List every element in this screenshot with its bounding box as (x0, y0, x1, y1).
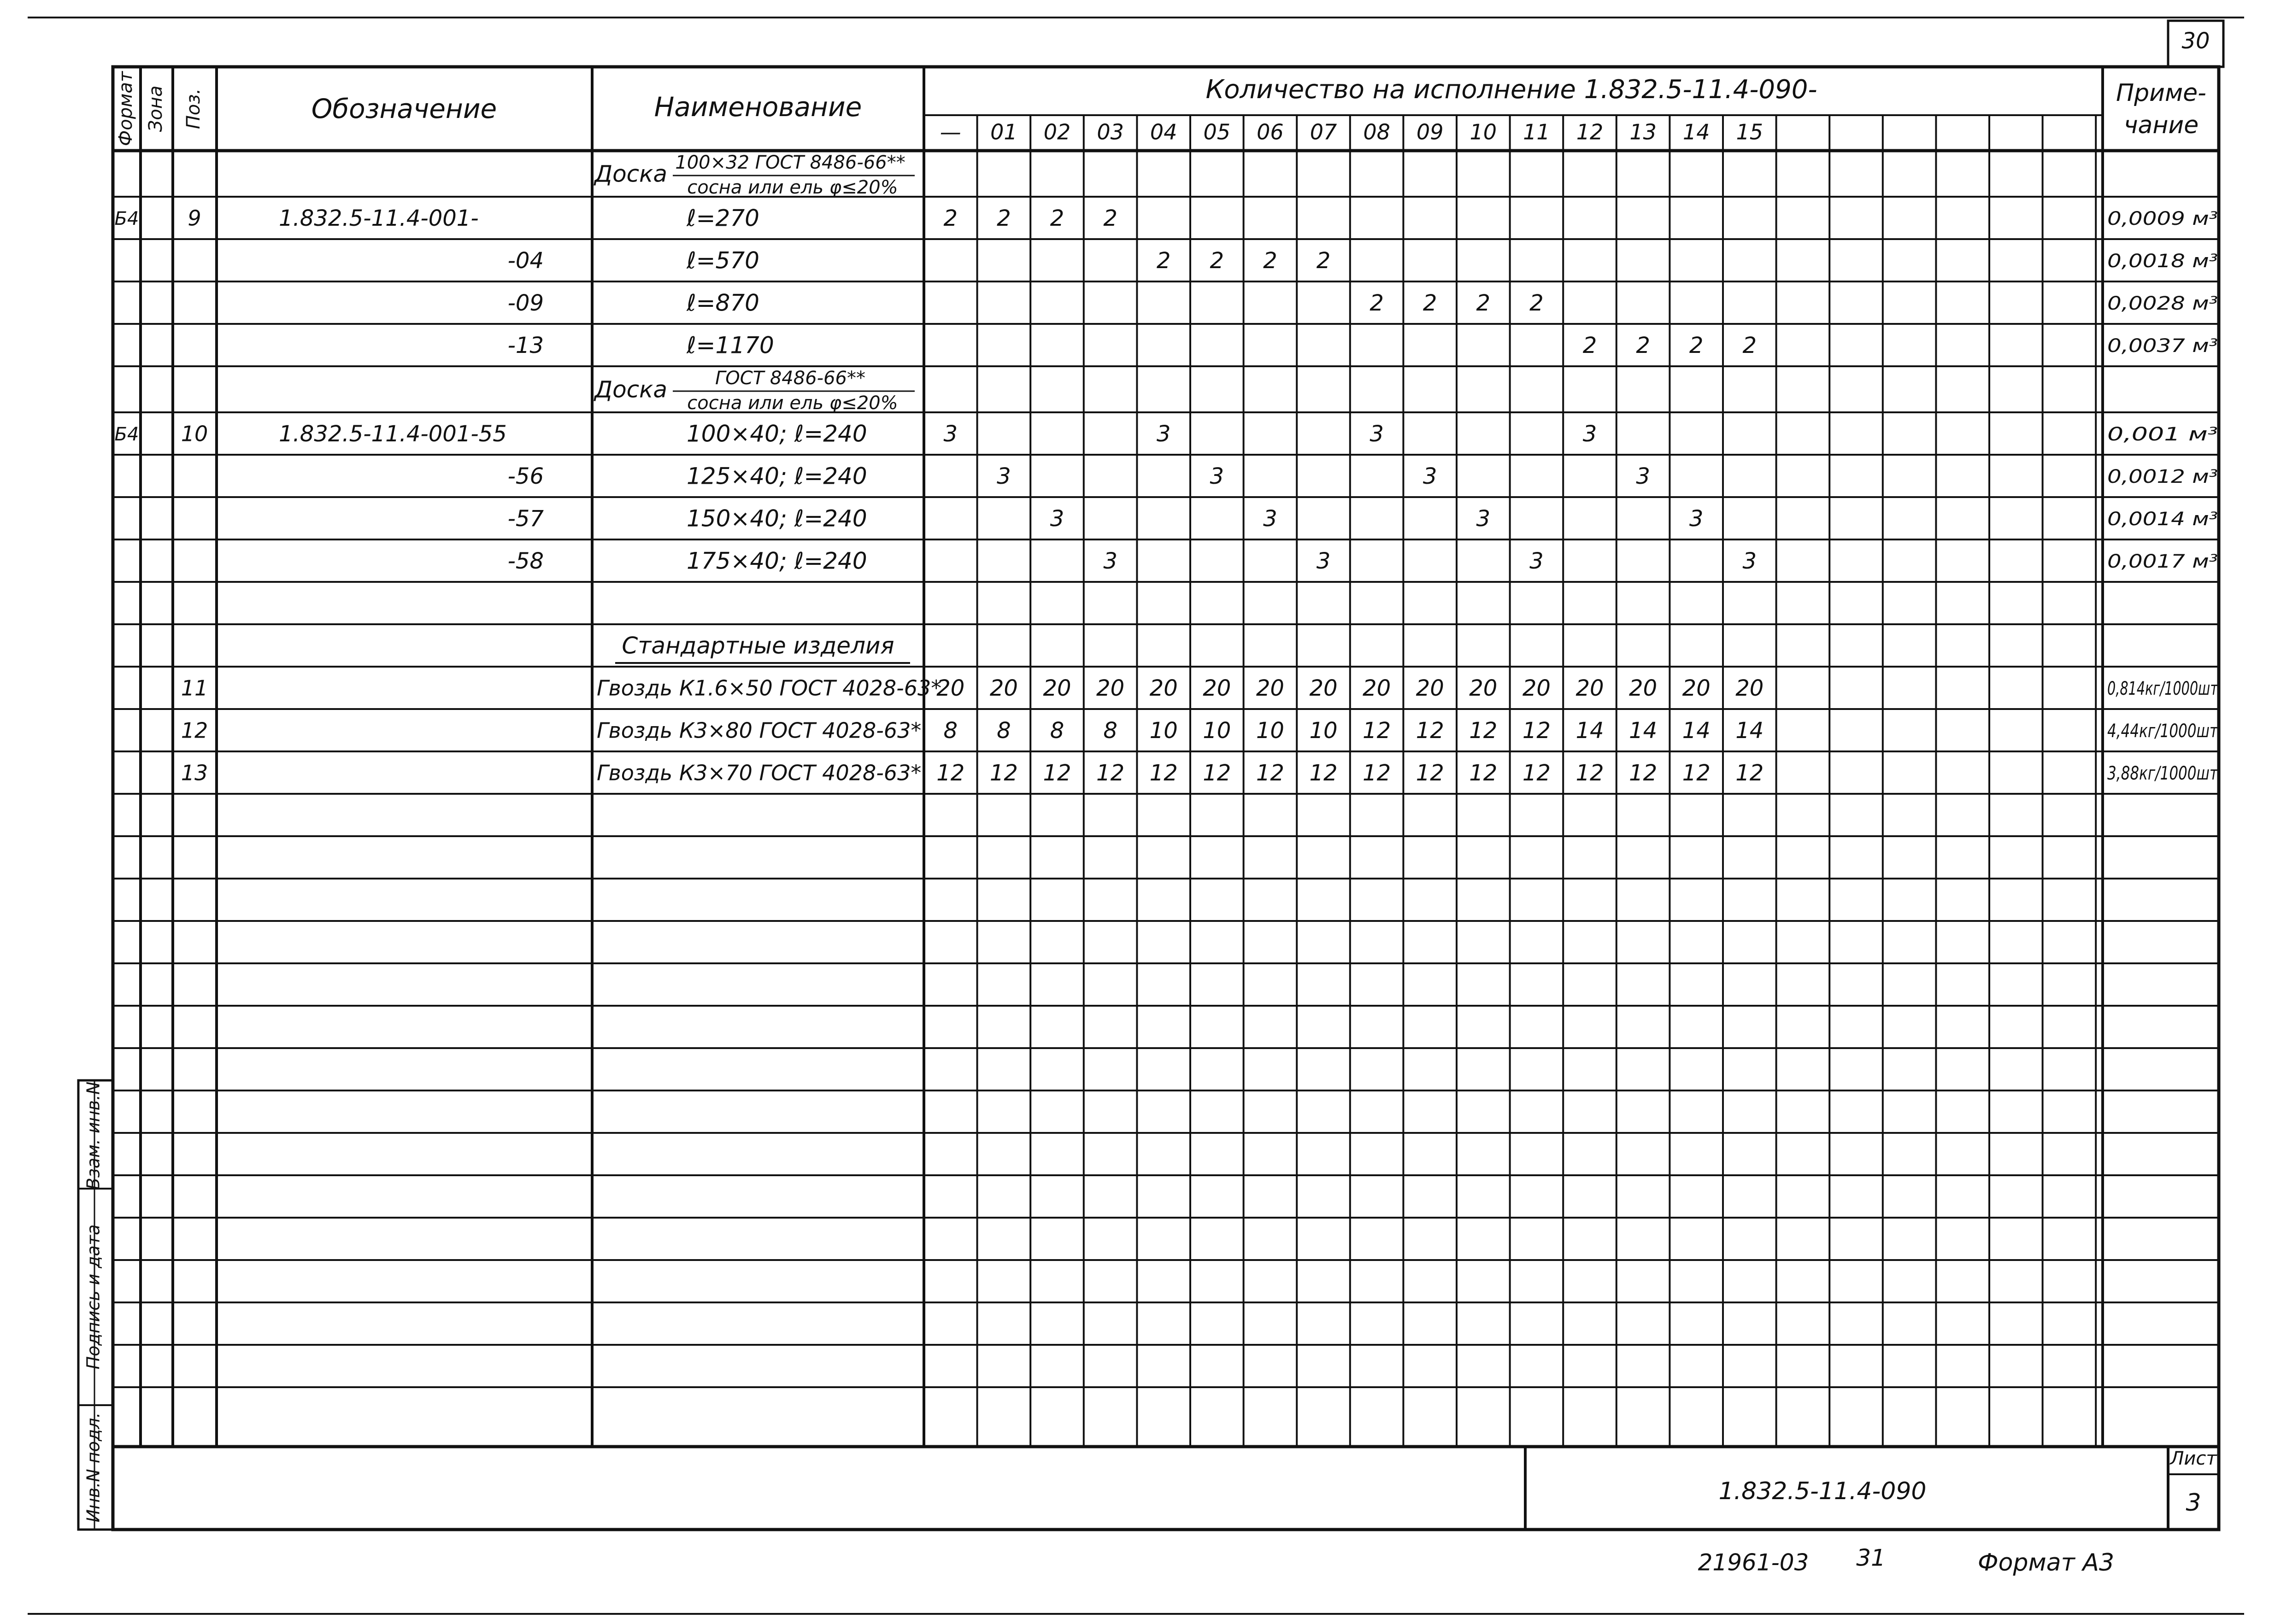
row-name: Гвоздь К3×80 ГОСТ 4028-63* (597, 718, 922, 743)
quantity-cell: 8 (943, 718, 958, 744)
row-designation: -58 (507, 548, 544, 574)
row-position: 13 (181, 760, 208, 786)
row-designation: -56 (507, 463, 544, 489)
row-note: 0,0012 м³ (2107, 466, 2218, 487)
row-position: 12 (181, 718, 208, 743)
quantity-cell: 12 (1416, 718, 1444, 744)
quantity-cell: 12 (1522, 760, 1551, 786)
fraction-top: 100×32 ГОСТ 8486-66** (675, 152, 905, 173)
quantity-cell: 3 (1423, 463, 1437, 489)
quantity-cell: 12 (1522, 718, 1551, 744)
quantity-cell: 2 (1742, 333, 1757, 358)
archive-number: 21961-03 (1698, 1549, 1809, 1576)
fraction-bottom: сосна или ель φ≤20% (687, 393, 898, 414)
quantity-cell: 3 (1050, 506, 1064, 532)
quantity-cell: 12 (1363, 760, 1391, 786)
quantity-cell: 12 (1469, 718, 1498, 744)
quantity-cell: 2 (1423, 290, 1437, 316)
quantity-cell: 2 (943, 205, 958, 231)
page-number: 30 (2181, 28, 2210, 54)
row-designation: -09 (507, 290, 544, 316)
row-name: Гвоздь К1.6×50 ГОСТ 4028-63* (597, 675, 942, 701)
quantity-cell: 14 (1682, 718, 1711, 744)
quantity-cell: 3 (1316, 548, 1331, 574)
fraction-top: ГОСТ 8486-66** (715, 368, 865, 389)
quantity-cell: 20 (1735, 675, 1764, 701)
quantity-cell: 12 (1043, 760, 1071, 786)
sheet-label: Лист (2170, 1448, 2217, 1469)
row-note: 0,0014 м³ (2107, 509, 2218, 530)
sheet-number: 3 (2186, 1489, 2201, 1517)
row-note: 0,0037 м³ (2107, 335, 2218, 357)
quantity-cell: 10 (1309, 718, 1338, 744)
variant-header-11: 11 (1523, 119, 1550, 145)
quantity-cell: 12 (1629, 760, 1658, 786)
quantity-cell: 20 (1522, 675, 1551, 701)
side-label: Инв.N подл. (83, 1412, 104, 1523)
side-label: Взам. инв.N (83, 1081, 104, 1190)
row-name: 125×40; ℓ=240 (687, 463, 867, 490)
quantity-cell: 20 (1096, 675, 1125, 701)
variant-header-12: 12 (1576, 119, 1604, 145)
variant-header-13: 13 (1629, 119, 1657, 145)
quantity-cell: 2 (1582, 333, 1597, 358)
quantity-cell: 14 (1629, 718, 1658, 744)
row-position: 10 (181, 421, 208, 446)
row-note: 0,001 м³ (2107, 424, 2218, 445)
quantity-cell: 20 (936, 675, 965, 701)
row-format: Б4 (114, 424, 139, 445)
quantity-cell: 3 (1742, 548, 1757, 574)
quantity-cell: 3 (1529, 548, 1544, 574)
variant-header-14: 14 (1682, 119, 1710, 145)
variant-header-0: — (940, 119, 961, 145)
header-note: чание (2123, 111, 2199, 139)
quantity-cell: 2 (997, 205, 1011, 231)
quantity-cell: 12 (1149, 760, 1178, 786)
document-code: 1.832.5-11.4-090 (1718, 1477, 1927, 1505)
side-label: Подпись и дата (83, 1224, 104, 1370)
row-note: 0,0028 м³ (2107, 293, 2218, 314)
section-heading: Стандартные изделия (622, 632, 894, 659)
quantity-cell: 2 (1529, 290, 1544, 316)
quantity-cell: 2 (1156, 248, 1171, 274)
row-position: 9 (188, 205, 201, 231)
quantity-cell: 3 (1582, 421, 1597, 447)
variant-header-10: 10 (1470, 119, 1497, 145)
quantity-cell: 20 (1043, 675, 1071, 701)
row-name: ℓ=870 (687, 289, 759, 317)
quantity-cell: 3 (1636, 463, 1650, 489)
header-quantity-title: Количество на исполнение 1.832.5-11.4-090- (1205, 75, 1817, 105)
quantity-cell: 20 (1682, 675, 1711, 701)
row-designation: -57 (507, 506, 544, 532)
variant-header-15: 15 (1736, 119, 1764, 145)
quantity-cell: 2 (1316, 248, 1331, 274)
quantity-cell: 2 (1210, 248, 1224, 274)
quantity-cell: 10 (1203, 718, 1231, 744)
quantity-cell: 3 (1263, 506, 1277, 532)
quantity-cell: 3 (1156, 421, 1171, 447)
header-zone: Зона (145, 85, 166, 132)
quantity-cell: 20 (1363, 675, 1391, 701)
quantity-cell: 14 (1735, 718, 1764, 744)
row-name: Доска (594, 376, 667, 403)
quantity-cell: 2 (1689, 333, 1704, 358)
header-note: Приме- (2116, 79, 2206, 107)
variant-header-5: 05 (1203, 119, 1231, 145)
row-format: Б4 (114, 208, 139, 229)
quantity-cell: 12 (1363, 718, 1391, 744)
row-name: ℓ=570 (687, 247, 759, 274)
row-position: 11 (181, 675, 208, 701)
quantity-cell: 2 (1636, 333, 1650, 358)
quantity-cell: 20 (1203, 675, 1231, 701)
variant-header-2: 02 (1043, 119, 1071, 145)
row-name: 175×40; ℓ=240 (687, 547, 867, 575)
variant-header-6: 06 (1257, 119, 1284, 145)
variant-header-1: 01 (990, 119, 1017, 145)
quantity-cell: 12 (1682, 760, 1711, 786)
format-label: Формат А3 (1977, 1549, 2115, 1577)
quantity-cell: 12 (1416, 760, 1444, 786)
quantity-cell: 14 (1575, 718, 1604, 744)
quantity-cell: 2 (1103, 205, 1117, 231)
header-format: Формат (115, 71, 136, 147)
main-frame (113, 67, 2219, 1530)
quantity-cell: 20 (1469, 675, 1498, 701)
row-note: 3,88кг/1000шт (2107, 763, 2219, 784)
quantity-cell: 20 (1309, 675, 1338, 701)
quantity-cell: 12 (936, 760, 965, 786)
row-designation: -13 (507, 333, 544, 358)
quantity-cell: 12 (1309, 760, 1338, 786)
row-name: ℓ=270 (687, 205, 759, 232)
quantity-cell: 3 (943, 421, 958, 447)
quantity-cell: 3 (1210, 463, 1224, 489)
quantity-cell: 12 (1203, 760, 1231, 786)
quantity-cell: 3 (1689, 506, 1704, 532)
quantity-cell: 8 (1103, 718, 1117, 744)
quantity-cell: 20 (1416, 675, 1444, 701)
header-name: Наименование (654, 91, 862, 123)
row-designation: 1.832.5-11.4-001-55 (279, 421, 507, 447)
footer-page: 31 (1856, 1544, 1886, 1571)
row-note: 0,0017 м³ (2107, 551, 2218, 572)
variant-header-9: 09 (1416, 119, 1444, 145)
quantity-cell: 3 (1370, 421, 1384, 447)
variant-header-3: 03 (1097, 119, 1124, 145)
row-note: 0,0009 м³ (2107, 208, 2218, 229)
quantity-cell: 20 (989, 675, 1018, 701)
header-designation: Обозначение (311, 93, 497, 125)
row-designation: -04 (507, 248, 544, 274)
quantity-cell: 3 (997, 463, 1011, 489)
quantity-cell: 12 (1735, 760, 1764, 786)
fraction-bottom: сосна или ель φ≤20% (687, 177, 898, 198)
row-note: 0,814кг/1000шт (2107, 678, 2219, 699)
row-name: ℓ=1170 (687, 332, 774, 359)
row-designation: 1.832.5-11.4-001- (279, 205, 479, 231)
quantity-cell: 12 (1096, 760, 1125, 786)
quantity-cell: 2 (1370, 290, 1384, 316)
quantity-cell: 3 (1476, 506, 1491, 532)
row-name: Гвоздь К3×70 ГОСТ 4028-63* (597, 760, 922, 786)
quantity-cell: 20 (1629, 675, 1658, 701)
row-name: 150×40; ℓ=240 (687, 505, 867, 532)
quantity-cell: 12 (989, 760, 1018, 786)
quantity-cell: 12 (1256, 760, 1284, 786)
quantity-cell: 20 (1149, 675, 1178, 701)
quantity-cell: 12 (1469, 760, 1498, 786)
quantity-cell: 2 (1263, 248, 1277, 274)
quantity-cell: 2 (1476, 290, 1491, 316)
quantity-cell: 2 (1050, 205, 1064, 231)
row-note: 0,0018 м³ (2107, 251, 2218, 272)
quantity-cell: 8 (997, 718, 1011, 744)
quantity-cell: 20 (1256, 675, 1284, 701)
quantity-cell: 10 (1149, 718, 1178, 744)
row-name: Доска (594, 160, 667, 188)
quantity-cell: 3 (1103, 548, 1117, 574)
variant-header-4: 04 (1150, 119, 1177, 145)
quantity-cell: 20 (1575, 675, 1604, 701)
quantity-cell: 8 (1050, 718, 1064, 744)
header-pos: Поз. (183, 88, 204, 129)
quantity-cell: 12 (1575, 760, 1604, 786)
variant-header-8: 08 (1363, 119, 1390, 145)
row-note: 4,44кг/1000шт (2107, 721, 2219, 742)
quantity-cell: 10 (1256, 718, 1284, 744)
variant-header-7: 07 (1310, 119, 1337, 145)
row-name: 100×40; ℓ=240 (687, 420, 867, 447)
